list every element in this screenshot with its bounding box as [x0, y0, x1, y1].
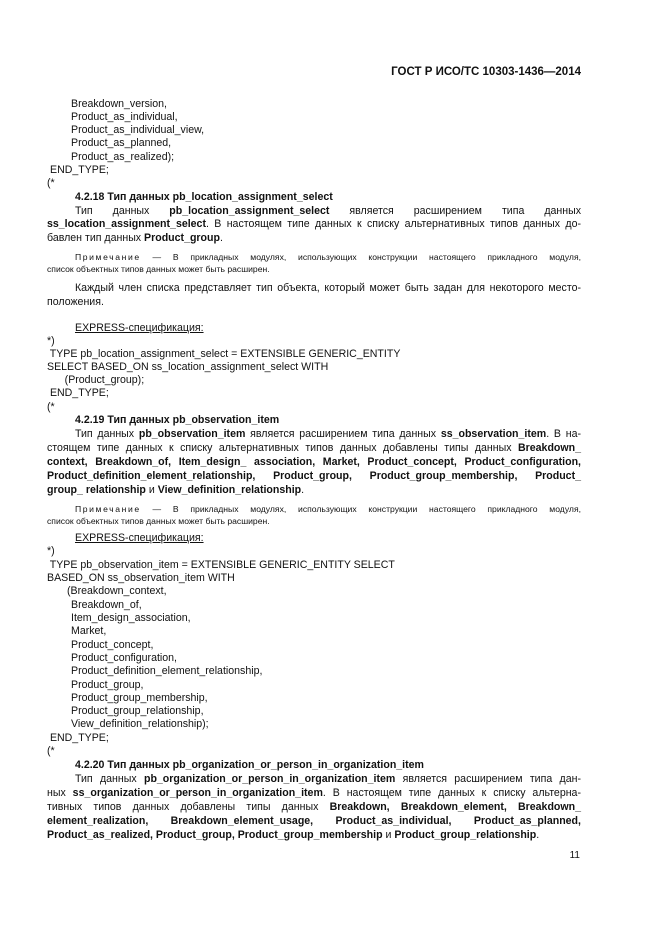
- paragraph-line: Каждый член списка представляет тип объекта, который может быть задан для некоторого место-: [75, 282, 581, 294]
- code-line: (Breakdown_context,: [67, 585, 167, 597]
- code-line: (Product_group);: [47, 374, 145, 386]
- code-line: Product_definition_element_relationship,: [71, 665, 263, 677]
- code-line: Product_as_individual,: [71, 111, 178, 123]
- code-line: END_TYPE;: [47, 387, 109, 399]
- code-line: Product_group_membership,: [71, 692, 208, 704]
- code-line: TYPE pb_observation_item = EXTENSIBLE GENERIC_ENTITY SELECT: [47, 559, 395, 571]
- note-line: список объектных типов данных может быть расширен.: [47, 264, 270, 274]
- paragraph-line: context, Breakdown_of, Item_design_ association, Market, Product_concept, Product_configuration,: [47, 456, 581, 468]
- paragraph-line: Product_as_realized, Product_group, Product_group_membership и Product_group_relationship.: [47, 829, 540, 841]
- code-line: Product_as_planned,: [71, 137, 172, 149]
- code-line: BASED_ON ss_observation_item WITH: [47, 572, 235, 584]
- paragraph-line: тивных типов данных добавлены типы данных Breakdown, Breakdown_element, Breakdown_: [47, 801, 581, 813]
- code-line: END_TYPE;: [50, 164, 109, 176]
- paragraph-line: бавлен тип данных Product_group.: [47, 232, 223, 244]
- code-line: (*: [47, 177, 55, 189]
- code-line: Breakdown_version,: [71, 98, 167, 110]
- paragraph-line: Product_definition_element_relationship, Product_group, Product_group_membership, Product_: [47, 470, 581, 482]
- code-line: Product_concept,: [71, 639, 154, 651]
- paragraph-line: ss_location_assignment_select. В настоящем типе данных к списку альтернативных типов данных до-: [47, 218, 581, 230]
- paragraph-line: стоящем типе данных к списку альтернативных типов данных добавлены типы данных Breakdown_: [47, 442, 581, 454]
- paragraph-line: Тип данных pb_location_assignment_select является расширением типа данных: [75, 205, 581, 217]
- code-line: Product_group,: [71, 679, 144, 691]
- code-line: *): [47, 545, 55, 557]
- section-heading-4-2-18: 4.2.18 Тип данных pb_location_assignment_select: [75, 191, 333, 203]
- code-line: (*: [47, 745, 55, 757]
- note-line: список объектных типов данных может быть расширен.: [47, 516, 270, 526]
- note-line: Примечание — В прикладных модулях, использующих конструкции настоящего прикладного модуля,: [75, 252, 581, 262]
- paragraph-line: ных ss_organization_or_person_in_organization_item. В настоящем типе данных к списку альтерна-: [47, 787, 581, 799]
- section-heading-4-2-19: 4.2.19 Тип данных pb_observation_item: [75, 414, 280, 426]
- document-header: ГОСТ Р ИСО/ТС 10303-1436—2014: [391, 66, 581, 78]
- code-line: Product_as_realized);: [71, 151, 175, 163]
- code-line: Product_group_relationship,: [71, 705, 204, 717]
- code-line: Product_as_individual_view,: [71, 124, 205, 136]
- code-line: (*: [47, 401, 55, 413]
- page-number: 11: [569, 850, 580, 861]
- code-line: Market,: [71, 625, 107, 637]
- paragraph-line: Тип данных pb_organization_or_person_in_organization_item является расширением типа дан-: [75, 773, 581, 785]
- note-line: Примечание — В прикладных модулях, использующих конструкции настоящего прикладного модуля,: [75, 504, 581, 514]
- express-spec-label: EXPRESS-спецификация:: [75, 532, 204, 544]
- code-line: Product_configuration,: [71, 652, 178, 664]
- code-line: TYPE pb_location_assignment_select = EXTENSIBLE GENERIC_ENTITY: [47, 348, 401, 360]
- paragraph-line: group_ relationship и View_definition_relationship.: [47, 484, 305, 496]
- paragraph-line: element_realization, Breakdown_element_usage, Product_as_individual, Product_as_planned,: [47, 815, 581, 827]
- code-line: END_TYPE;: [47, 732, 109, 744]
- paragraph-line: Тип данных pb_observation_item является расширением типа данных ss_observation_item. В на-: [75, 428, 581, 440]
- section-heading-4-2-20: 4.2.20 Тип данных pb_organization_or_person_in_organization_item: [75, 759, 424, 771]
- code-line: Breakdown_of,: [71, 599, 142, 611]
- code-line: Item_design_association,: [71, 612, 191, 624]
- paragraph-line: положения.: [47, 296, 104, 308]
- code-line: SELECT BASED_ON ss_location_assignment_select WITH: [47, 361, 329, 373]
- code-line: *): [47, 335, 55, 347]
- code-line: View_definition_relationship);: [71, 718, 209, 730]
- express-spec-label: EXPRESS-спецификация:: [75, 322, 204, 334]
